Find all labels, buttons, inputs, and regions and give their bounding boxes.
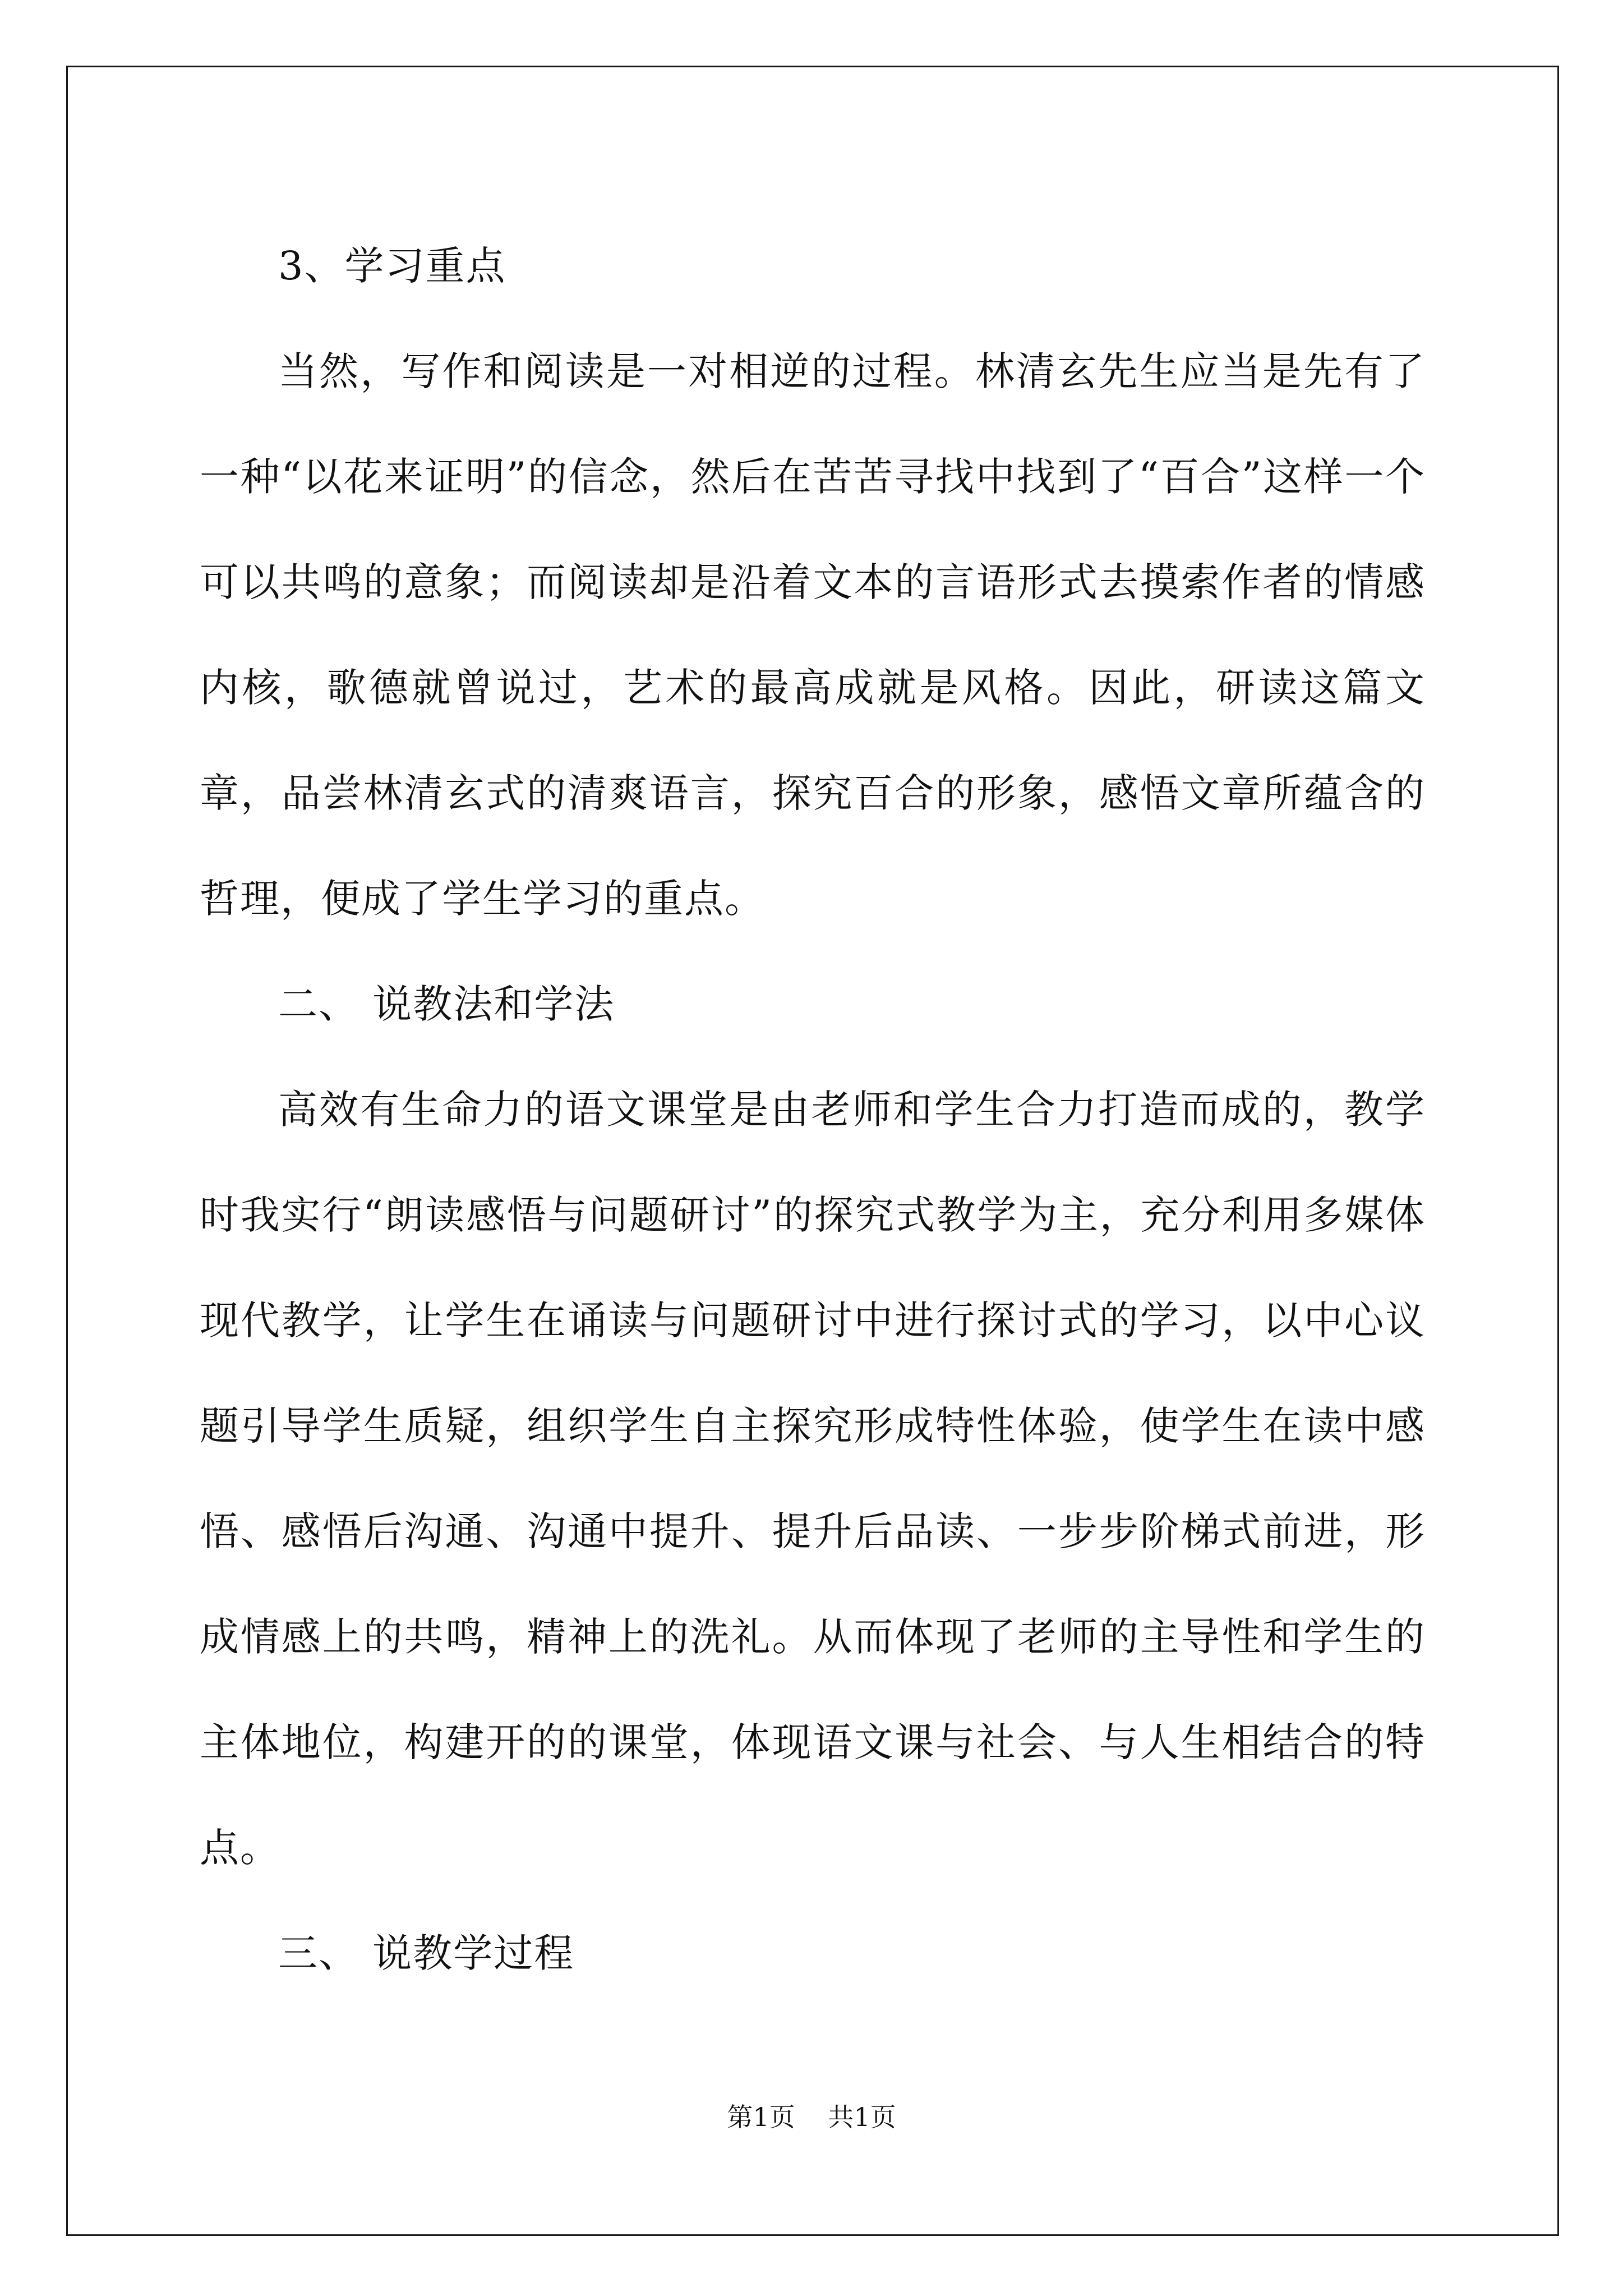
page-number: 第1页 [727,2102,795,2132]
page-total: 共1页 [828,2102,896,2132]
document-body [200,213,1426,2006]
section-heading-teaching-process: 三、 说教学过程 [278,1930,575,1976]
section-heading-study-focus: 3、学习重点 [278,243,506,289]
section-heading-teaching-methods: 二、 说教法和学法 [278,981,615,1027]
page-footer [0,2097,1623,2134]
paragraph-teaching-methods: 高效有生命力的语文课堂是由老师和学生合力打造而成的，教学时我实行“朗读感悟与问题研讨”的探究式教学为主，充分利用多媒体现代教学，让学生在诵读与问题研讨中进行探讨式的学习，以中心议题引导学生质疑，组织学生自主探究形成特性体验，使学生在读中感悟、感悟后沟通、沟通中提升、提升后品读、一步步阶梯式前进，形成情感上的共鸣，精神上的洗礼。从而体现了老师的主导性和学生的主体地位，构建开的的课堂，体现语文课与社会、与人生相结合的特点。 [200,1087,1426,1871]
paragraph-study-focus: 当然，写作和阅读是一对相逆的过程。林清玄先生应当是先有了一种“以花来证明”的信念，然后在苦苦寻找中找到了“百合”这样一个可以共鸣的意象；而阅读却是沿着文本的言语形式去摸索作者的情感内核，歌德就曾说过，艺术的最高成就是风格。因此，研读这篇文章，品尝林清玄式的清爽语言，探究百合的形象，感悟文章所蕴含的哲理，便成了学生学习的重点。 [200,348,1426,922]
